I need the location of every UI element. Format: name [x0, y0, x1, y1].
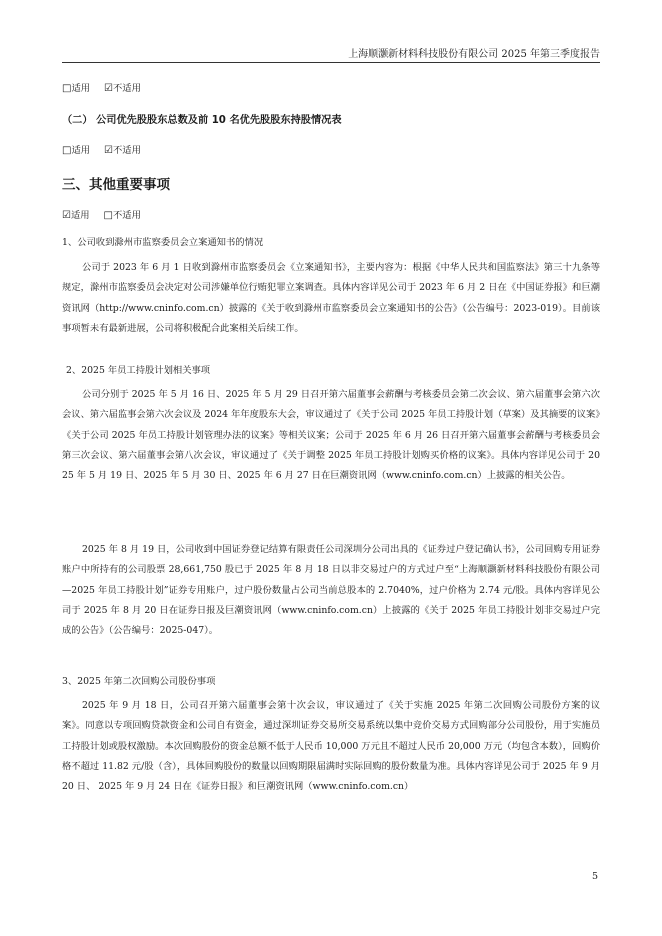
unchecked-box-icon: □: [62, 83, 72, 94]
item-3-heading: 3、2025 年第二次回购公司股份事项: [62, 676, 216, 687]
option-applicable-label: 适用: [71, 145, 91, 156]
option-not-applicable-label: 不适用: [112, 145, 141, 156]
item-1-heading: 1、公司收到滁州市监察委员会立案通知书的情况: [62, 237, 264, 248]
checked-box-icon: ☑: [104, 83, 113, 94]
page-number: 5: [592, 871, 599, 882]
option-applicable-label: 适用: [71, 83, 91, 94]
header-divider: [62, 62, 600, 63]
preferred-shareholders-title: （二） 公司优先股股东总数及前 10 名优先股股东持股情况表: [62, 115, 342, 126]
item-3-paragraph: 2025 年 9 月 18 日，公司召开第六届董事会第十次会议，审议通过了《关于实施 2025 年第二次回购公司股份方案的议案》。同意以专项回购贷款资金和公司自有资金，通过深圳证券交易所交易系统以集中竞价交易方式回购部分公司股份，用于实施员工持股计划或股权激励。本次回购股份的资金总额不低于人民币 10,000 万元且不超过人民币 20,000 万元（均包含本数），回购价格不超过 11.82 元/股（含），具体回购股份的数量以回购期限届满时实际回购的股份数量为准。具体内容详见公司于 2025 年 9 月 20 日、 2025 年 9 月 24 日在《证券日报》和巨潮资讯网（www.cninfo.com.cn）: [62, 700, 600, 793]
item-2-paragraph-2: 2025 年 8 月 19 日，公司收到中国证券登记结算有限责任公司深圳分公司出具的《证券过户登记确认书》，公司回购专用证券账户中所持有的公司股票 28,661,750 股已于 2025 年 8 月 18 日以非交易过户的方式过户至“上海顺灏新材料科技股份有限公司—2025 年员工持股计划”证券专用账户，过户股份数量占公司当前总股本的 2.7040%，过户价格为 2.74 元/股。具体内容详见公司于 2025 年 8 月 20 日在证券日报及巨潮资讯网（www.cninfo.com.cn）上披露的《关于 2025 年员工持股计划非交易过户完成的公告》（公告编号：2025-047）。: [62, 544, 600, 637]
item-2-heading: 2、2025 年员工持股计划相关事项: [66, 365, 211, 376]
checked-box-icon: ☑: [62, 210, 71, 221]
section-three-title: 三、其他重要事项: [62, 177, 170, 193]
unchecked-box-icon: □: [62, 145, 72, 156]
checked-box-icon: ☑: [104, 145, 113, 156]
item-2-paragraph-1: 公司分别于 2025 年 5 月 16 日、2025 年 5 月 29 日召开第六届董事会薪酬与考核委员会第二次会议、第六届董事会第六次会议、第六届监事会第六次会议及 2024 年年度股东大会，审议通过了《关于公司 2025 年员工持股计划（草案）及其摘要的议案》《关于公司 2025 年员工持股计划管理办法的议案》等相关议案；公司于 2025 年 6 月 26 日召开第六届董事会薪酬与考核委员会第三次会议、第六届董事会第八次会议，审议通过了《关于调整 2025 年员工持股计划购买价格的议案》。具体内容详见公司于 2025 年 5 月 19 日、2025 年 5 月 30 日、2025 年 6 月 27 日在巨潮资讯网（www.cninfo.com.cn）上披露的相关公告。: [62, 389, 600, 482]
applicability-row-1: [62, 80, 600, 94]
running-header: 上海顺灏新材料科技股份有限公司 2025 年第三季度报告: [348, 49, 600, 60]
item-1-paragraph: 公司于 2023 年 6 月 1 日收到滁州市监察委员会《立案通知书》，主要内容为：根据《中华人民共和国监察法》第三十九条等规定，滁州市监察委员会决定对公司涉嫌单位行贿犯罪立案调查。具体内容详见公司于 2023 年 6 月 2 日在《中国证券报》和巨潮资讯网（http://www.cninfo.com.cn）披露的《关于收到滁州市监察委员会立案通知书的公告》（公告编号：2023-019）。目前该事项暂未有最新进展，公司将积极配合此案相关后续工作。: [62, 262, 600, 334]
applicability-row-2: [62, 142, 600, 156]
applicability-row-3: [62, 207, 600, 221]
unchecked-box-icon: □: [103, 210, 113, 221]
option-applicable-label: 适用: [70, 210, 90, 221]
option-not-applicable-label: 不适用: [112, 83, 141, 94]
option-not-applicable-label: 不适用: [112, 210, 141, 221]
